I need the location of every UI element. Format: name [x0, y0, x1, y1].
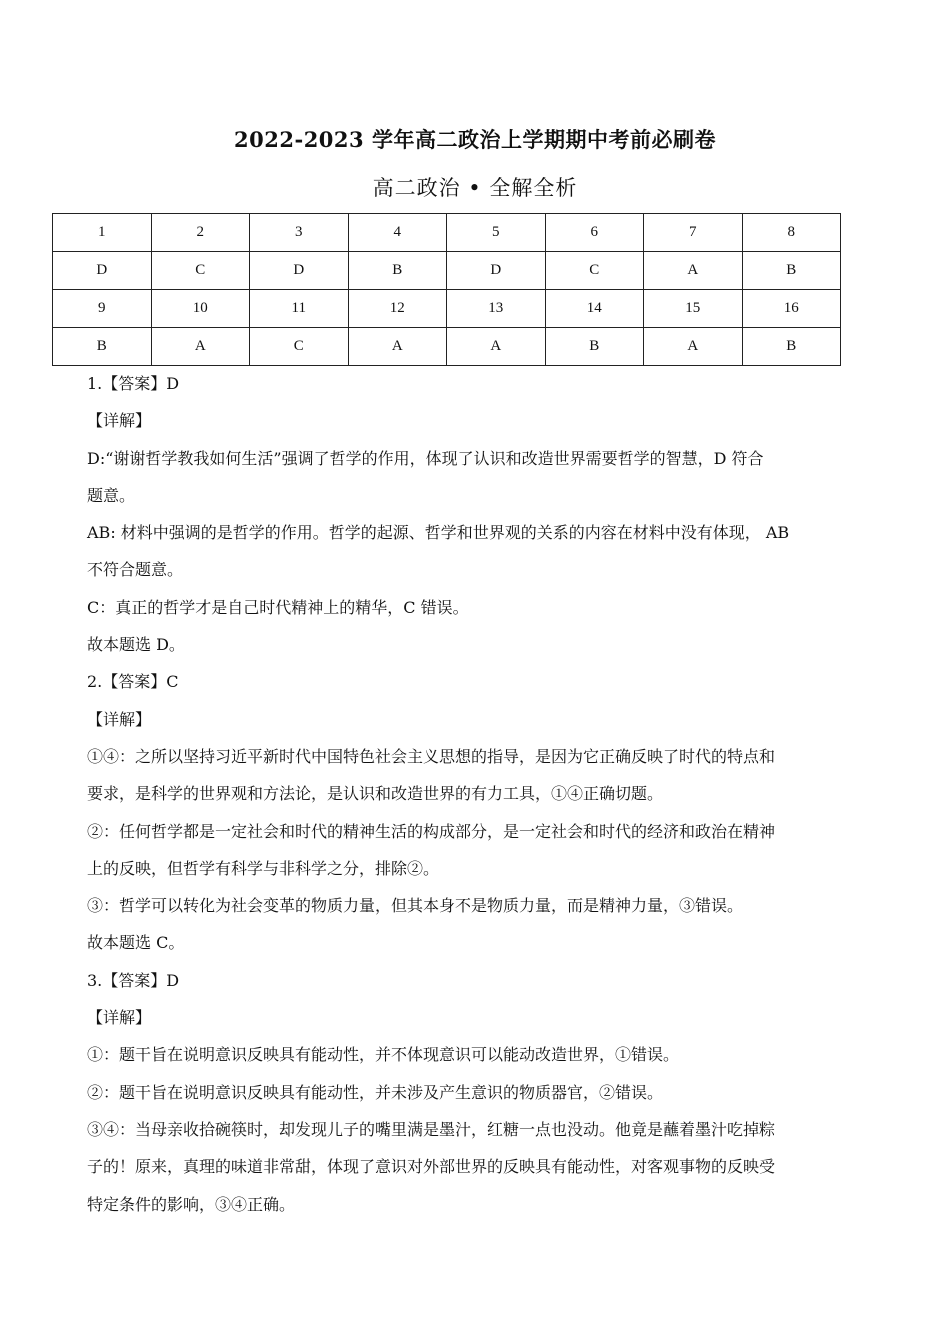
q2-line: ②：任何哲学都是一定社会和时代的精神生活的构成部分，是一定社会和时代的经济和政治在精神 [87, 821, 776, 841]
answer-cell: C [250, 328, 349, 366]
q1-answer: 1.【答案】D [87, 374, 180, 393]
question-number-cell: 6 [545, 214, 644, 252]
q3-answer: 3.【答案】D [87, 970, 180, 990]
answer-cell: D [447, 252, 546, 290]
q2-line: 上的反映，但哲学有科学与非科学之分，排除②。 [87, 858, 440, 878]
answer-cell: A [644, 252, 743, 290]
q2-line: 要求，是科学的世界观和方法论，是认识和改造世界的有力工具，①④正确切题。 [87, 784, 664, 804]
page-subtitle: 高二政治 • 全解全析 [372, 176, 578, 200]
q1-line: C：真正的哲学才是自己时代精神上的精华，C 错误。 [87, 597, 469, 617]
q3-line: ①：题干旨在说明意识反映具有能动性，并不体现意识可以能动改造世界，①错误。 [87, 1045, 680, 1065]
q1-detail-label: 【详解】 [87, 411, 152, 431]
question-number-cell: 8 [742, 214, 841, 252]
question-number-cell: 14 [545, 290, 644, 328]
question-number-cell: 5 [447, 214, 546, 252]
question-number-cell: 2 [151, 214, 250, 252]
q3-line: ③④：当母亲收拾碗筷时，却发现儿子的嘴里满是墨汁，红糖一点也没动。他竟是蘸着墨汁吃掉粽 [87, 1119, 776, 1139]
question-number-cell: 1 [53, 214, 152, 252]
answer-cell: B [742, 252, 841, 290]
answer-cell: A [348, 328, 447, 366]
question-number-cell: 7 [644, 214, 743, 252]
answer-row [53, 328, 841, 366]
question-number-cell: 15 [644, 290, 743, 328]
q3-line: 子的！原来，真理的味道非常甜，体现了意识对外部世界的反映具有能动性，对客观事物的反映受 [87, 1157, 776, 1177]
answer-cell: B [348, 252, 447, 290]
answer-cell: B [53, 328, 152, 366]
question-number-cell: 13 [447, 290, 546, 328]
page-title: 2022-2023 学年高二政治上学期期中考前必刷卷 [234, 127, 716, 152]
answer-cell: A [151, 328, 250, 366]
answer-cell: C [545, 252, 644, 290]
q1-line: 题意。 [87, 485, 136, 505]
answer-row [53, 252, 841, 290]
answer-cell: D [250, 252, 349, 290]
answer-table [52, 213, 841, 366]
question-number-cell: 11 [250, 290, 349, 328]
answer-cell: A [644, 328, 743, 366]
q1-line: 故本题选 D。 [87, 635, 185, 655]
q2-detail-label: 【详解】 [87, 709, 152, 729]
question-number-row [53, 214, 841, 252]
question-number-cell: 16 [742, 290, 841, 328]
question-number-cell: 3 [250, 214, 349, 252]
q3-line: ②：题干旨在说明意识反映具有能动性，并未涉及产生意识的物质器官，②错误。 [87, 1082, 664, 1102]
q2-line: ①④：之所以坚持习近平新时代中国特色社会主义思想的指导，是因为它正确反映了时代的特点和 [87, 746, 776, 766]
q2-line: 故本题选 C。 [87, 933, 185, 953]
q1-line: 不符合题意。 [87, 560, 184, 580]
question-number-cell: 4 [348, 214, 447, 252]
q2-line: ③：哲学可以转化为社会变革的物质力量，但其本身不是物质力量，而是精神力量，③错误。 [87, 896, 744, 916]
question-number-row [53, 290, 841, 328]
q3-detail-label: 【详解】 [87, 1008, 152, 1028]
q2-answer: 2.【答案】C [87, 672, 179, 692]
q1-line: AB: 材料中强调的是哲学的作用。哲学的起源、哲学和世界观的关系的内容在材料中没有体现， AB [87, 523, 790, 543]
answer-cell: D [53, 252, 152, 290]
answer-cell: A [447, 328, 546, 366]
answer-cell: B [545, 328, 644, 366]
q3-line: 特定条件的影响，③④正确。 [87, 1194, 296, 1214]
question-number-cell: 10 [151, 290, 250, 328]
question-number-cell: 9 [53, 290, 152, 328]
q1-line: D:“谢谢哲学教我如何生活”强调了哲学的作用，体现了认识和改造世界需要哲学的智慧，D 符合 [87, 448, 764, 468]
answer-cell: C [151, 252, 250, 290]
question-number-cell: 12 [348, 290, 447, 328]
answer-cell: B [742, 328, 841, 366]
explanations [87, 365, 817, 1223]
